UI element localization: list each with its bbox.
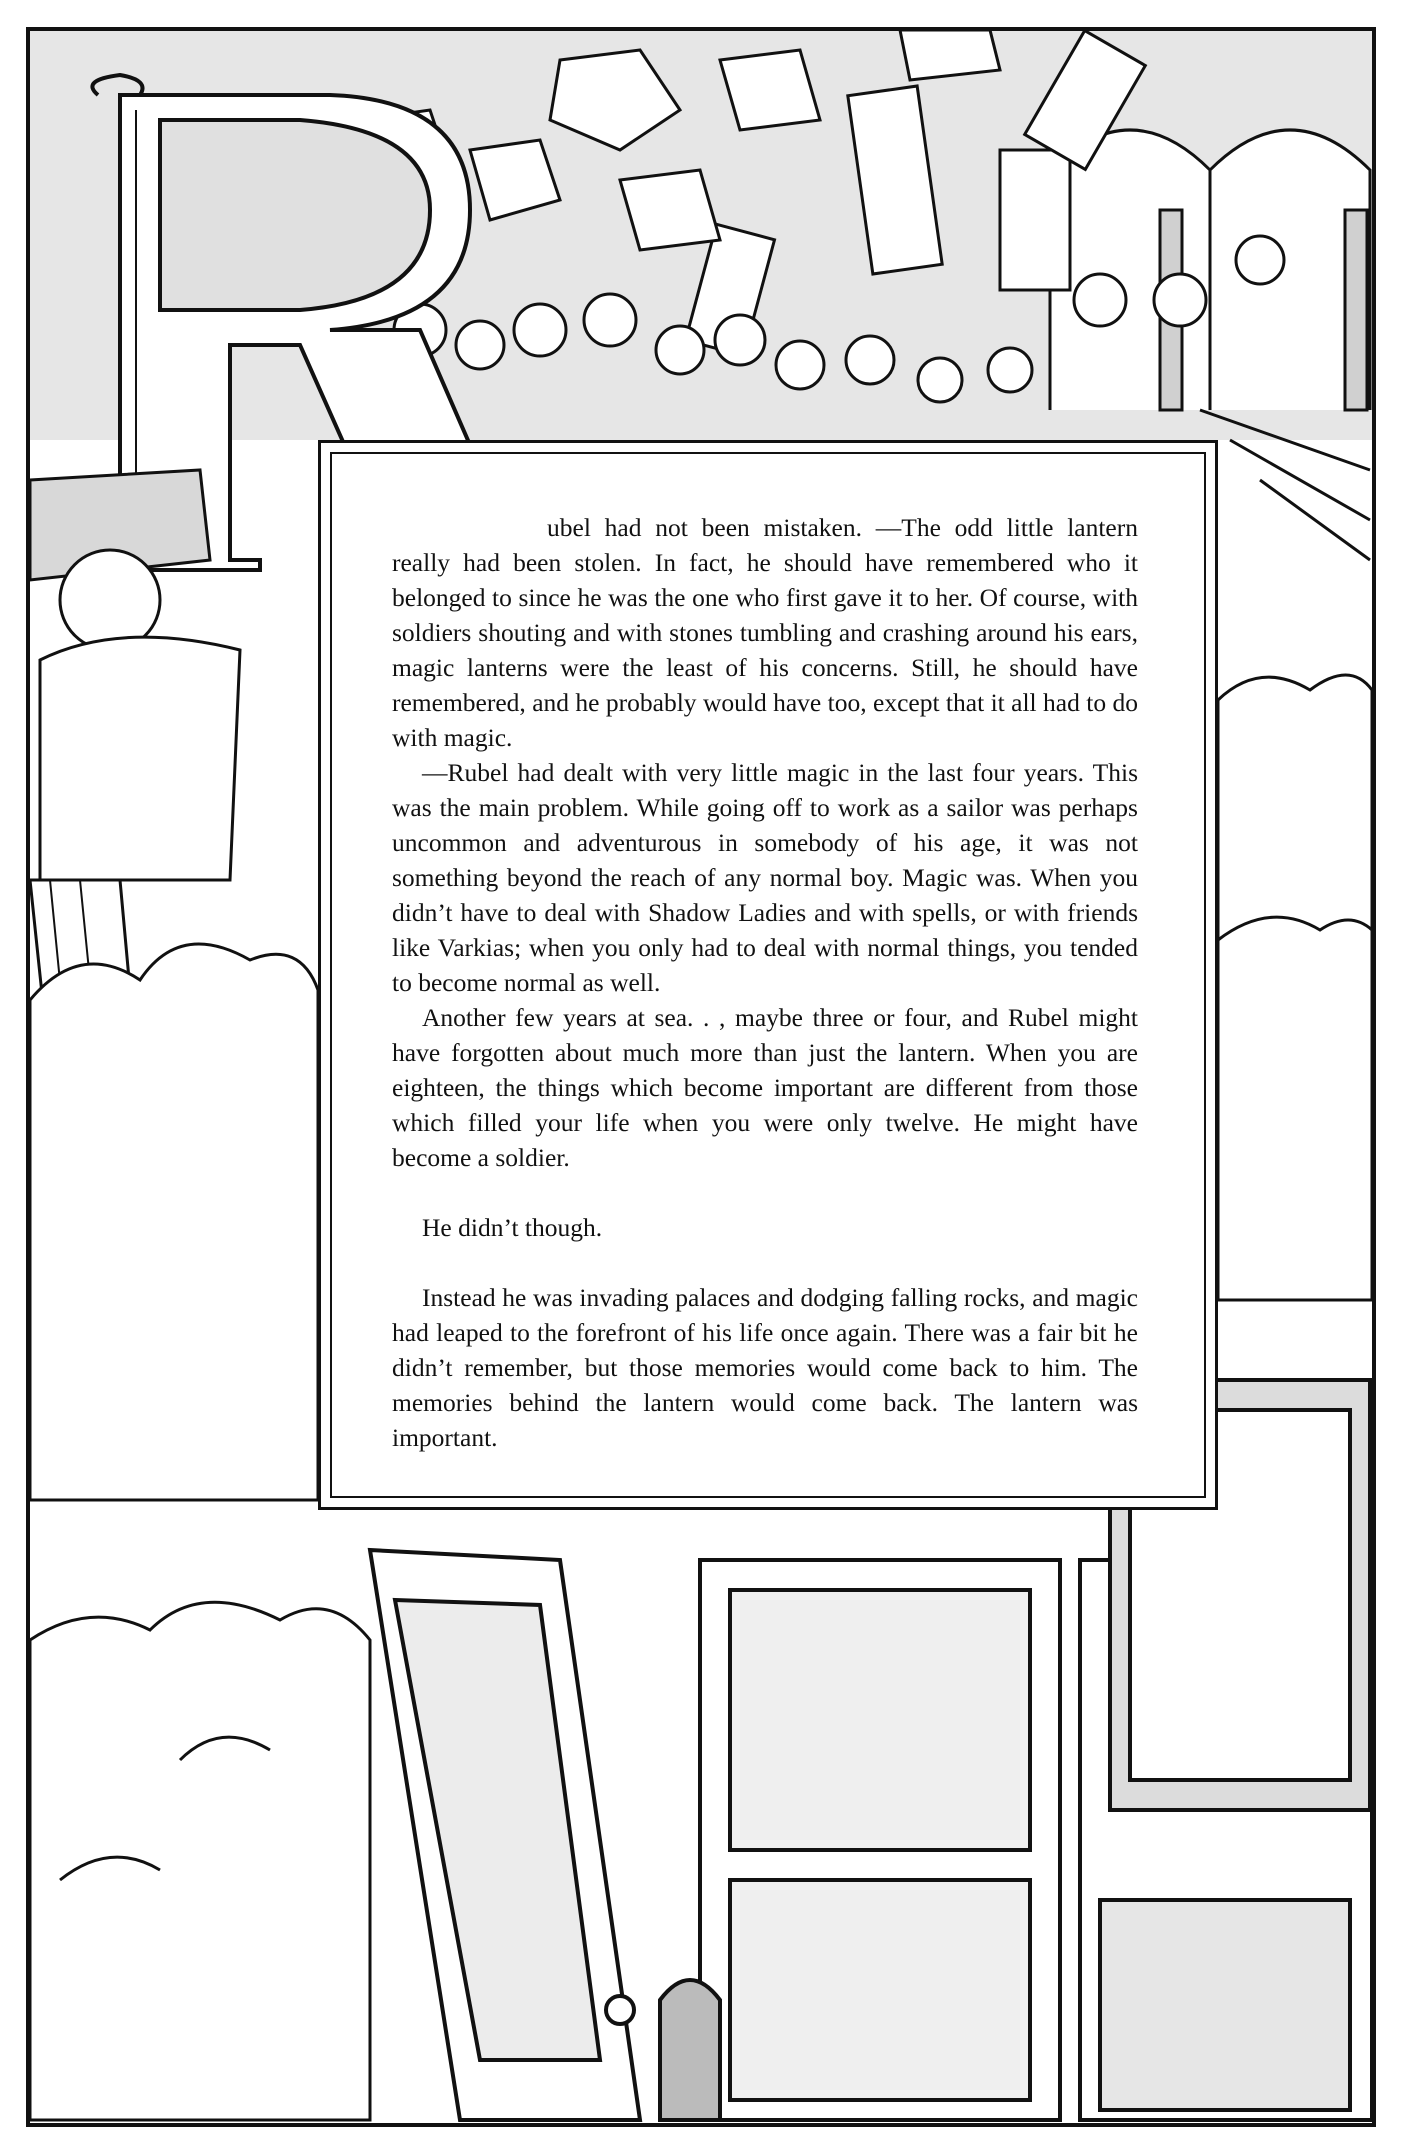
- paragraph-4: He didn’t though.: [422, 1213, 603, 1242]
- paragraph-1: ubel had not been mistaken. —The odd little lantern really had been stolen. In fact, he should have remembered who it belonged to since he was the one who first gave it to her. Of course, with soldiers shouting and with stones tumbling and crashing around his ears, magic lanterns were the least of his concerns. Still, he should have remembered, and he probably would have too, except that it all had to do with magic.: [392, 513, 1138, 752]
- drop-cap-letter: [120, 80, 434, 550]
- paragraph-3: Another few years at sea. . , maybe three or four, and Rubel might have forgotten about much more than just the lantern. When you are eighteen, the things which become important are different from those which filled your life when you were only twelve. He might have become a soldier.: [392, 1003, 1138, 1172]
- paragraph-2: —Rubel had dealt with very little magic in the last four years. This was the main problem. While going off to work as a sailor was perhaps uncommon and adventurous in somebody of his age, it was not something beyond the reach of any normal boy. Magic was. When you didn’t have to deal with Shadow Ladies and with spells, or with friends like Varkias; when you only had to deal with normal things, you tended to become normal as well.: [392, 758, 1138, 997]
- drop-cap: [60, 60, 580, 580]
- paragraph-5: Instead he was invading palaces and dodging falling rocks, and magic had leaped to the forefront of his life once again. There was a fair bit he didn’t remember, but those memories would come back to him. The memories behind the lantern would come back. The lantern was important.: [392, 1283, 1138, 1452]
- story-text: [392, 510, 1138, 1455]
